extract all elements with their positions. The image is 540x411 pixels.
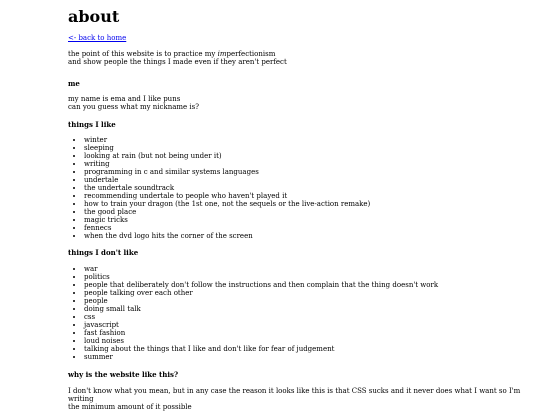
why-paragraph [68,387,528,411]
why-line-1: I don't know what you mean, but in any case the reason it looks like this is that CSS sucks and it never does what I want so I'm writing [68,387,521,403]
dislikes-list-item: • war [84,265,528,273]
likes-list-item: • the good place [84,208,528,216]
page-content [68,8,528,411]
section-title-me: me [68,79,80,88]
intro-line-1-end: perfectionism [226,50,276,58]
likes-list-item: • recommending undertale to people who haven't played it [84,192,528,200]
me-line-1: my name is ema and I like puns [68,95,181,103]
why-line-2: the minimum amount of it possible [68,403,192,411]
section-title-dislikes: things I don't like [68,248,139,257]
intro-line-2: and show people the things I made even if they aren't perfect [68,58,287,66]
intro-text [68,50,528,66]
likes-list-item: • fennecs [84,224,528,232]
likes-list [68,136,528,240]
likes-list-item: • writing [84,160,528,168]
dislikes-list [68,265,528,361]
likes-list-item: • magic tricks [84,216,528,224]
dislikes-list-item: • people talking over each other [84,289,528,297]
me-line-2: can you guess what my nickname is? [68,103,199,111]
likes-list-item: • programming in c and similar systems languages [84,168,528,176]
intro-emphasis: im [217,50,227,58]
page-title: about [68,7,120,26]
section-title-why: why is the website like this? [68,370,179,379]
likes-list-item: • the undertale soundtrack [84,184,528,192]
likes-list-item: • winter [84,136,528,144]
intro-line-1 [68,50,528,58]
dislikes-list-item: • politics [84,273,528,281]
section-title-likes: things I like [68,120,116,129]
dislikes-list-item: • fast fashion [84,329,528,337]
likes-list-item: • looking at rain (but not being under it) [84,152,528,160]
dislikes-list-item: • javascript [84,321,528,329]
likes-list-item: • when the dvd logo hits the corner of the screen [84,232,528,240]
dislikes-list-item: • talking about the things that I like and don't like for fear of judgement [84,345,528,353]
back-to-home-link[interactable]: <- back to home [68,34,127,42]
intro-line-1-start: the point of this website is to practice my [68,50,218,58]
dislikes-list-item: • people [84,297,528,305]
me-paragraph [68,95,528,111]
likes-list-item: • undertale [84,176,528,184]
likes-list-item: • how to train your dragon (the 1st one, not the sequels or the live-action remake) [84,200,528,208]
likes-list-item: • sleeping [84,144,528,152]
dislikes-list-item: • people that deliberately don't follow the instructions and then complain that the thing doesn't work [84,281,528,289]
dislikes-list-item: • loud noises [84,337,528,345]
dislikes-list-item: • summer [84,353,528,361]
dislikes-list-item: • doing small talk [84,305,528,313]
dislikes-list-item: • css [84,313,528,321]
